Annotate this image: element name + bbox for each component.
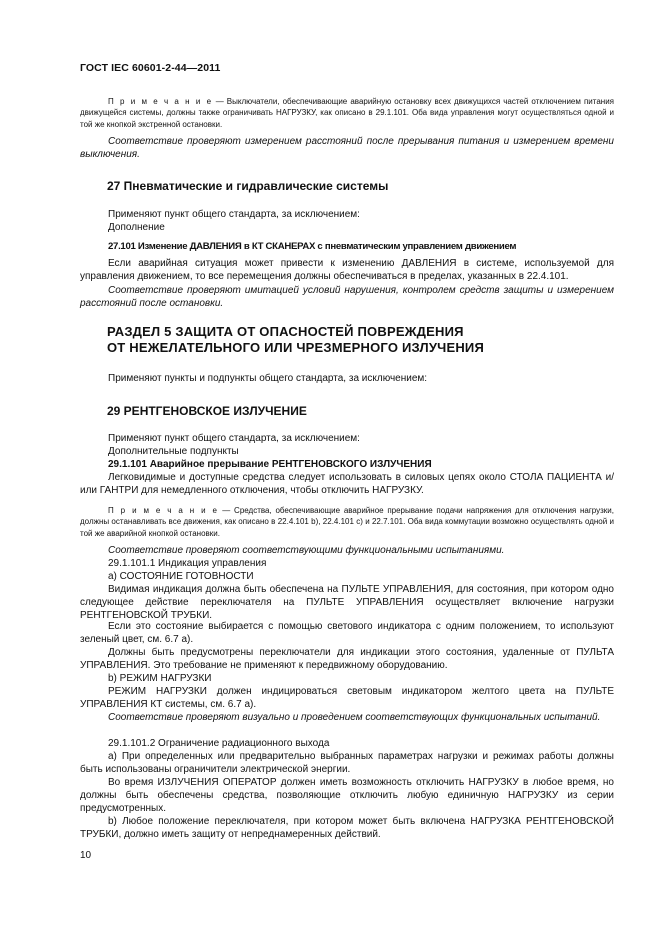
paragraph: Применяют пункт общего стандарта, за исключением:	[108, 433, 360, 444]
section-27-title: 27 Пневматические и гидравлические системы	[107, 179, 389, 193]
page-number: 10	[80, 850, 92, 861]
standard-header: ГОСТ IEC 60601-2-44—2011	[80, 62, 221, 74]
note-emergency-stop	[80, 96, 614, 130]
note-lead: П р и м е ч а н и е	[108, 97, 213, 106]
paragraph: Если аварийная ситуация может привести к изменению ДАВЛЕНИЯ в системе, используемой для управления движением, то все перемещения должны обеспечиваться в пределах, указанных в 22.4.101.	[80, 258, 614, 283]
compliance-paragraph: Соответствие проверяют визуально и проведением соответствующих функциональных испытаний.	[108, 712, 601, 723]
compliance-paragraph: Соответствие проверяют измерением расстояний после прерывания питания и измерением времени выключения.	[80, 136, 614, 161]
paragraph: РЕЖИМ НАГРУЗКИ должен индицироваться световым индикатором желтого цвета на ПУЛЬТЕ УПРАВЛЕНИЯ КТ системы, см. 6.7 а).	[80, 686, 614, 711]
note-interruption	[80, 505, 614, 539]
part-5-title	[107, 324, 587, 356]
paragraph: Легковидимые и доступные средства следует использовать в силовых цепях около СТОЛА ПАЦИЕНТА и/или ГАНТРИ для немедленного отключения, чтобы отключить НАГРУЗКУ.	[80, 472, 614, 497]
compliance-paragraph: Соответствие проверяют соответствующими функциональными испытаниями.	[108, 545, 505, 556]
subsection-29-1-101-title: 29.1.101 Аварийное прерывание РЕНТГЕНОВСКОГО ИЗЛУЧЕНИЯ	[108, 459, 432, 470]
note-text: — Средства, обеспечивающие аварийное прерывание подачи напряжения для отключения нагрузки, должны останавливать все движения, как описано в 22.4.101 b), 22.4.101 c) и 22.7.101. Оба вида коммутации возможно осуществлять одной и той же аварийной кнопкой остановки.	[80, 506, 614, 538]
note-lead: П р и м е ч а н и е	[108, 506, 219, 515]
paragraph: а) При определенных или предварительно выбранных параметрах нагрузки и режимах работы должны быть использованы ограничители электрической энергии.	[80, 751, 614, 776]
compliance-paragraph: Соответствие проверяют имитацией условий нарушения, контролем средств защиты и измерением расстояний после остановки.	[80, 285, 614, 310]
item-a-label: а) СОСТОЯНИЕ ГОТОВНОСТИ	[108, 571, 254, 582]
clause-29-1-101-2: 29.1.101.2 Ограничение радиационного выхода	[108, 738, 330, 749]
paragraph: Дополнение	[108, 222, 165, 233]
paragraph: Дополнительные подпункты	[108, 446, 239, 457]
part-title-line: РАЗДЕЛ 5 ЗАЩИТА ОТ ОПАСНОСТЕЙ ПОВРЕЖДЕНИЯ	[107, 324, 464, 339]
section-29-title: 29 РЕНТГЕНОВСКОЕ ИЗЛУЧЕНИЕ	[107, 404, 307, 418]
note-text: — Выключатели, обеспечивающие аварийную остановку всех движущихся частей отключением питания движущейся системы, должны также ограничивать НАГРУЗКУ, как описано в 29.1.101. Оба вида управления могут осуществляться одной и той же кнопкой экстренной остановки.	[80, 97, 615, 129]
paragraph: Должны быть предусмотрены переключатели для индикации этого состояния, удаленные от ПУЛЬТА УПРАВЛЕНИЯ. Это требование не применяют к передвижному оборудованию.	[80, 647, 614, 672]
subsection-27-101-title: 27.101 Изменение ДАВЛЕНИЯ в КТ СКАНЕРАХ с пневматическим управлением движением	[108, 241, 517, 252]
paragraph: b) Любое положение переключателя, при котором может быть включена НАГРУЗКА РЕНТГЕНОВСКОЙ ТРУБКИ, должно иметь защиту от непреднамеренных действий.	[80, 816, 614, 841]
paragraph: Во время ИЗЛУЧЕНИЯ ОПЕРАТОР должен иметь возможность отключить НАГРУЗКУ в любое время, но должны быть обеспечены средства, позволяющие отключить любую единичную НАГРУЗКУ из серии предусмотренных.	[80, 777, 614, 815]
paragraph: Если это состояние выбирается с помощью светового индикатора с одним положением, то используют зеленый цвет, см. 6.7 а).	[80, 621, 614, 646]
paragraph: Применяют пункт общего стандарта, за исключением:	[108, 209, 360, 220]
paragraph: Применяют пункты и подпункты общего стандарта, за исключением:	[108, 373, 428, 384]
paragraph: Видимая индикация должна быть обеспечена на ПУЛЬТЕ УПРАВЛЕНИЯ, для состояния, при котором одно следующее действие переключателя на ПУЛЬТЕ УПРАВЛЕНИЯ осуществляет включение нагрузки РЕНТГЕНОВСКОЙ ТРУБКИ.	[80, 584, 614, 622]
item-b-label: b) РЕЖИМ НАГРУЗКИ	[108, 673, 212, 684]
part-title-line: ОТ НЕЖЕЛАТЕЛЬНОГО ИЛИ ЧРЕЗМЕРНОГО ИЗЛУЧЕНИЯ	[107, 340, 484, 355]
clause-29-1-101-1: 29.1.101.1 Индикация управления	[108, 558, 267, 569]
